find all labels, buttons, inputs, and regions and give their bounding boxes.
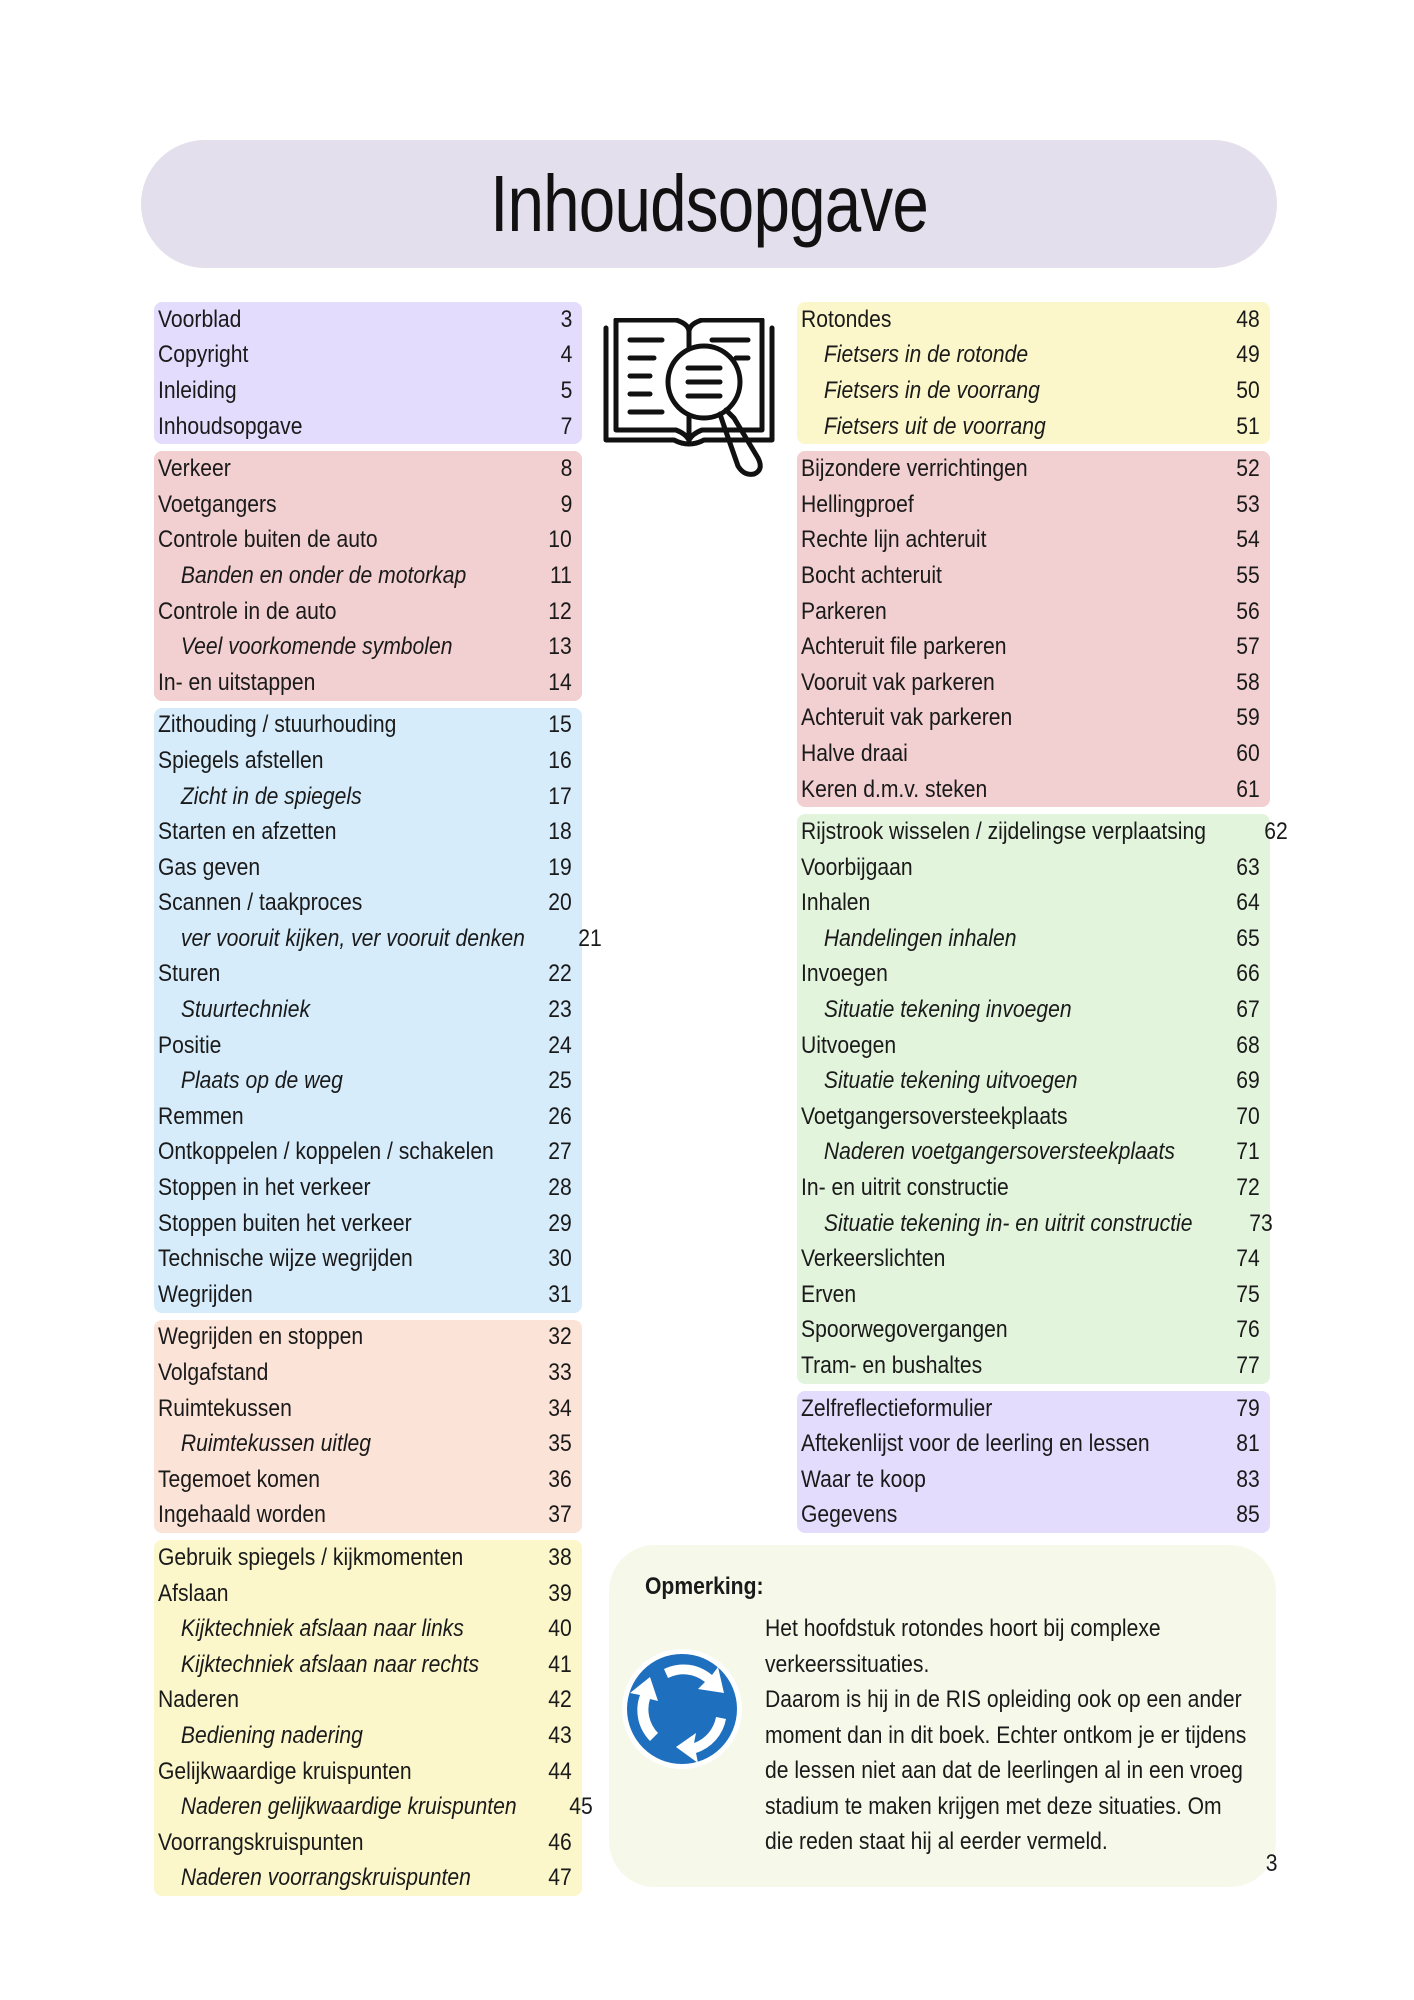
toc-entry[interactable] [154,1355,582,1391]
toc-entry-page: 36 [548,1465,572,1493]
toc-entry-label: Aftekenlijst voor de leerling en lessen [801,1430,1150,1458]
toc-entry[interactable] [154,409,582,445]
toc-entry-label: Voorblad [158,305,242,333]
toc-entry-label: Spiegels afstellen [158,746,324,774]
toc-entry-page: 70 [1236,1102,1260,1130]
toc-entry-page: 75 [1236,1280,1260,1308]
toc-entry-label: Situatie tekening uitvoegen [823,1067,1078,1095]
toc-entry-label: Controle buiten de auto [158,526,378,554]
toc-entry-label: Verkeerslichten [801,1245,946,1273]
toc-entry-page: 51 [1236,412,1260,440]
toc-entry-label: Spoorwegovergangen [801,1316,1008,1344]
toc-entry-label: Inleiding [158,376,237,404]
toc-entry[interactable] [797,886,1270,922]
toc-entry[interactable] [154,850,582,886]
toc-entry-page: 81 [1236,1430,1260,1458]
toc-entry[interactable] [154,338,582,374]
toc-entry[interactable] [154,594,582,630]
toc-subentry[interactable] [154,629,582,665]
toc-entry-page: 54 [1236,526,1260,554]
toc-entry[interactable] [797,1348,1270,1384]
toc-entry[interactable] [154,523,582,559]
toc-subentry[interactable] [797,373,1270,409]
toc-entry-label: Plaats op de weg [180,1067,343,1095]
toc-entry-label: Inhoudsopgave [158,412,303,440]
toc-group [154,451,582,700]
toc-entry-page: 15 [548,711,572,739]
toc-entry-label: Wegrijden en stoppen [158,1323,364,1351]
toc-entry[interactable] [154,1135,582,1171]
toc-entry[interactable] [797,736,1270,772]
toc-entry-label: Gegevens [801,1501,898,1529]
toc-entry-label: Wegrijden [158,1280,253,1308]
note-line: verkeerssituaties. [765,1650,930,1678]
toc-entry-label: Remmen [158,1102,244,1130]
toc-group [797,451,1270,807]
toc-entry-label: Halve draai [801,739,908,767]
toc-entry[interactable] [154,814,582,850]
toc-entry[interactable] [154,1683,582,1719]
toc-entry-page: 60 [1236,739,1260,767]
toc-entry-label: Sturen [158,960,221,988]
toc-entry-page: 50 [1236,376,1260,404]
toc-entry[interactable] [797,558,1270,594]
toc-entry-label: Bediening nadering [180,1721,363,1749]
toc-entry-page: 24 [548,1031,572,1059]
toc-entry-page: 85 [1236,1501,1260,1529]
note-text [765,1611,1265,1860]
toc-entry[interactable] [154,487,582,523]
toc-entry-page: 13 [548,633,572,661]
toc-entry[interactable] [797,487,1270,523]
toc-entry-label: Voorbijgaan [801,853,913,881]
note-line: die reden staat hij al eerder vermeld. [765,1828,1108,1855]
toc-subentry[interactable] [797,1206,1273,1242]
toc-entry-page: 21 [578,924,602,952]
toc-entry-label: Verkeer [158,455,231,483]
toc-entry-label: Zelfreflectieformulier [801,1394,993,1422]
toc-entry[interactable] [797,1498,1270,1534]
toc-entry-label: Tram- en bushaltes [801,1352,983,1380]
toc-entry-label: Hellingproef [801,490,914,518]
toc-entry[interactable] [154,1241,582,1277]
toc-entry-page: 10 [548,526,572,554]
toc-entry-label: Zicht in de spiegels [180,782,362,810]
toc-entry-label: Invoegen [801,960,888,988]
toc-entry-label: Fietsers uit de voorrang [823,412,1046,440]
toc-entry-page: 20 [548,889,572,917]
toc-entry-page: 63 [1236,853,1260,881]
toc-column-left [154,302,602,1903]
toc-entry-page: 71 [1236,1138,1260,1166]
toc-entry-label: Keren d.m.v. steken [801,775,988,803]
toc-entry-label: Ingehaald worden [158,1501,326,1529]
toc-entry-label: Ontkoppelen / koppelen / schakelen [158,1138,494,1166]
toc-entry-page: 33 [548,1359,572,1387]
toc-entry-page: 79 [1236,1394,1260,1422]
note-line: de lessen niet aan dat de leerlingen al in een vroeg [765,1757,1243,1784]
toc-entry-label: Voorrangskruispunten [158,1828,364,1856]
toc-entry[interactable] [154,1754,582,1790]
toc-entry[interactable] [797,1313,1270,1349]
toc-entry-label: Copyright [158,341,249,369]
toc-entry-page: 61 [1236,775,1260,803]
toc-entry[interactable] [797,957,1270,993]
toc-entry-page: 64 [1236,889,1260,917]
toc-entry-label: Bijzondere verrichtingen [801,455,1028,483]
toc-entry-label: Volgafstand [158,1359,269,1387]
toc-entry-label: Stoppen in het verkeer [158,1174,371,1202]
toc-entry-page: 19 [548,853,572,881]
toc-entry-page: 41 [548,1650,572,1678]
toc-entry[interactable] [154,708,582,744]
toc-entry[interactable] [154,1540,582,1576]
toc-entry-label: Tegemoet komen [158,1465,321,1493]
toc-entry-page: 32 [548,1323,572,1351]
toc-entry-page: 74 [1236,1245,1260,1273]
toc-subentry[interactable] [154,1426,582,1462]
note-line: Het hoofdstuk rotondes hoort bij complexe [765,1615,1161,1642]
toc-entry-page: 45 [568,1793,593,1821]
toc-entry[interactable] [797,665,1270,701]
toc-entry[interactable] [154,1277,582,1313]
toc-entry[interactable] [797,523,1270,559]
toc-entry-page: 42 [548,1686,572,1714]
toc-entry-label: Situatie tekening in- en uitrit constructie [823,1209,1193,1237]
toc-entry[interactable] [797,701,1270,737]
toc-entry-page: 38 [548,1543,572,1571]
toc-entry-page: 3 [560,305,572,333]
toc-entry[interactable] [154,743,582,779]
toc-entry-label: ver vooruit kijken, ver vooruit denken [180,924,525,952]
toc-entry-page: 48 [1236,305,1260,333]
toc-entry-label: Inhalen [801,889,871,917]
toc-entry-label: Ruimtekussen uitleg [180,1430,372,1458]
toc-entry-page: 34 [548,1394,572,1422]
title-banner [141,140,1277,268]
toc-entry-label: In- en uitrit constructie [801,1174,1009,1202]
toc-entry-label: Positie [158,1031,222,1059]
toc-subentry[interactable] [154,779,582,815]
toc-entry-page: 76 [1236,1316,1260,1344]
toc-entry[interactable] [154,886,582,922]
toc-group [154,1320,582,1534]
toc-entry-page: 31 [548,1280,572,1308]
toc-entry-page: 35 [548,1430,572,1458]
note-line: moment dan in dit boek. Echter ontkom je er tijdens [765,1721,1247,1749]
toc-entry-label: Kijktechniek afslaan naar rechts [180,1650,480,1678]
toc-entry[interactable] [154,1206,582,1242]
toc-entry-page: 59 [1236,704,1260,732]
toc-entry[interactable] [154,1391,582,1427]
toc-entry[interactable] [797,594,1270,630]
toc-entry-page: 8 [560,455,572,483]
page-number: 3 [1265,1850,1278,1877]
toc-entry-page: 7 [560,412,572,440]
toc-group [154,1540,593,1896]
toc-entry-label: Starten en afzetten [158,818,337,846]
book-magnifier-icon [596,318,782,484]
roundabout-sign-icon [620,1647,744,1771]
toc-entry[interactable] [797,1462,1270,1498]
toc-entry[interactable] [154,302,582,338]
page-title: Inhoudsopgave [489,159,929,248]
toc-entry-label: Fietsers in de voorrang [823,376,1040,404]
toc-subentry[interactable] [797,1063,1270,1099]
toc-entry[interactable] [797,850,1270,886]
toc-group [154,708,602,1313]
toc-entry-label: Naderen gelijkwaardige kruispunten [180,1793,517,1821]
toc-entry-page: 57 [1236,633,1260,661]
toc-entry[interactable] [154,665,582,701]
toc-entry-label: Situatie tekening invoegen [823,996,1072,1024]
toc-entry-label: Gebruik spiegels / kijkmomenten [158,1543,464,1571]
toc-subentry[interactable] [797,338,1270,374]
toc-entry-page: 52 [1236,455,1260,483]
toc-entry-page: 29 [548,1209,572,1237]
toc-subentry[interactable] [797,921,1270,957]
toc-entry[interactable] [797,1028,1270,1064]
toc-entry-label: Scannen / taakproces [158,889,363,917]
toc-column-right [797,302,1288,1540]
toc-entry-page: 39 [548,1579,572,1607]
toc-entry-label: Parkeren [801,597,887,625]
toc-entry-page: 27 [548,1138,572,1166]
toc-entry-page: 43 [548,1721,572,1749]
toc-entry[interactable] [154,1028,582,1064]
toc-entry[interactable] [797,1426,1270,1462]
toc-entry-page: 65 [1236,924,1260,952]
toc-entry-page: 53 [1236,490,1260,518]
toc-entry-label: Veel voorkomende symbolen [180,633,453,661]
toc-entry[interactable] [154,1825,582,1861]
toc-entry-label: Zithouding / stuurhouding [158,711,397,739]
toc-entry-label: Bocht achteruit [801,561,942,589]
toc-entry-page: 12 [548,597,572,625]
toc-entry-label: Rotondes [801,305,892,333]
toc-entry-label: Naderen voetgangersoversteekplaats [823,1138,1175,1166]
toc-entry-label: Gas geven [158,853,261,881]
toc-entry-label: Naderen [158,1686,240,1714]
toc-entry-label: Uitvoegen [801,1031,897,1059]
toc-subentry[interactable] [797,409,1270,445]
toc-entry-label: Technische wijze wegrijden [158,1245,413,1273]
toc-group [154,302,582,444]
toc-entry-page: 16 [548,746,572,774]
toc-entry-page: 46 [548,1828,572,1856]
toc-entry-page: 18 [548,818,572,846]
toc-entry[interactable] [797,1170,1270,1206]
toc-entry-page: 72 [1236,1174,1260,1202]
toc-entry-page: 62 [1264,818,1288,846]
toc-entry[interactable] [797,302,1270,338]
toc-entry[interactable] [154,1462,582,1498]
toc-entry-page: 26 [548,1102,572,1130]
note-box [609,1545,1276,1887]
toc-entry-page: 73 [1249,1209,1273,1237]
toc-entry-page: 49 [1236,341,1260,369]
toc-entry-label: Rijstrook wisselen / zijdelingse verplaatsing [801,818,1206,846]
toc-entry-label: Fietsers in de rotonde [823,341,1029,369]
toc-entry-page: 69 [1236,1067,1260,1095]
toc-entry-label: Afslaan [158,1579,229,1607]
toc-entry[interactable] [154,1170,582,1206]
note-title: Opmerking: [645,1573,764,1600]
toc-entry-page: 22 [548,960,572,988]
toc-entry-page: 67 [1236,996,1260,1024]
toc-subentry[interactable] [154,1789,593,1825]
toc-entry-page: 23 [548,996,572,1024]
toc-entry[interactable] [797,1277,1270,1313]
toc-entry[interactable] [797,814,1288,850]
toc-entry-page: 11 [550,561,572,589]
toc-entry[interactable] [154,1099,582,1135]
toc-subentry[interactable] [154,1861,582,1897]
toc-subentry[interactable] [154,1063,582,1099]
toc-entry-page: 28 [548,1174,572,1202]
toc-entry-label: Rechte lijn achteruit [801,526,987,554]
toc-entry[interactable] [154,1576,582,1612]
toc-entry-label: Naderen voorrangskruispunten [180,1864,471,1892]
toc-entry-label: Erven [801,1280,857,1308]
toc-entry-label: Stuurtechniek [180,996,311,1024]
toc-entry-page: 66 [1236,960,1260,988]
toc-entry-label: Vooruit vak parkeren [801,668,995,696]
toc-entry-label: Controle in de auto [158,597,337,625]
toc-subentry[interactable] [154,1718,582,1754]
toc-entry[interactable] [797,1391,1270,1427]
toc-entry[interactable] [797,772,1270,808]
toc-subentry[interactable] [154,992,582,1028]
toc-entry[interactable] [797,451,1270,487]
toc-entry-label: Voetgangers [158,490,277,518]
toc-entry[interactable] [154,1498,582,1534]
toc-entry-label: Waar te koop [801,1465,926,1493]
toc-entry[interactable] [154,373,582,409]
toc-entry-page: 9 [560,490,572,518]
toc-entry[interactable] [154,957,582,993]
toc-entry-page: 25 [548,1067,572,1095]
toc-entry-page: 14 [548,668,572,696]
note-line: stadium te maken krijgen met deze situaties. Om [765,1792,1222,1820]
toc-entry-page: 68 [1236,1031,1260,1059]
toc-entry[interactable] [154,1320,582,1356]
toc-entry-page: 17 [548,782,572,810]
toc-group [797,814,1288,1384]
toc-entry-page: 58 [1236,668,1260,696]
toc-entry-page: 37 [548,1501,572,1529]
toc-entry-page: 44 [548,1757,572,1785]
toc-entry-label: Achteruit file parkeren [801,633,1007,661]
toc-entry-page: 5 [560,376,572,404]
toc-group [797,1391,1270,1533]
toc-subentry[interactable] [154,558,582,594]
note-line: Daarom is hij in de RIS opleiding ook op een ander [765,1686,1242,1713]
toc-entry-page: 47 [548,1864,572,1892]
toc-entry-label: Banden en onder de motorkap [180,561,467,589]
toc-entry-page: 40 [548,1615,572,1643]
toc-entry-page: 83 [1236,1465,1260,1493]
toc-entry[interactable] [154,451,582,487]
toc-subentry[interactable] [154,1611,582,1647]
toc-subentry[interactable] [154,1647,582,1683]
toc-entry-label: In- en uitstappen [158,668,316,696]
toc-subentry[interactable] [797,992,1270,1028]
toc-subentry[interactable] [154,921,602,957]
toc-entry-label: Gelijkwaardige kruispunten [158,1757,412,1785]
toc-entry[interactable] [797,1099,1270,1135]
toc-entry-label: Voetgangersoversteekplaats [801,1102,1068,1130]
toc-entry[interactable] [797,629,1270,665]
toc-entry-label: Stoppen buiten het verkeer [158,1209,412,1237]
toc-entry-page: 56 [1236,597,1260,625]
toc-group [797,302,1270,444]
toc-subentry[interactable] [797,1135,1270,1171]
toc-entry-label: Achteruit vak parkeren [801,704,1013,732]
toc-entry-label: Handelingen inhalen [823,924,1017,952]
toc-entry-page: 4 [560,341,572,369]
toc-entry-page: 77 [1236,1352,1260,1380]
toc-entry-label: Ruimtekussen [158,1394,292,1422]
toc-entry-label: Kijktechniek afslaan naar links [180,1615,464,1643]
toc-entry-page: 55 [1236,561,1260,589]
toc-entry-page: 30 [548,1245,572,1273]
toc-entry[interactable] [797,1241,1270,1277]
